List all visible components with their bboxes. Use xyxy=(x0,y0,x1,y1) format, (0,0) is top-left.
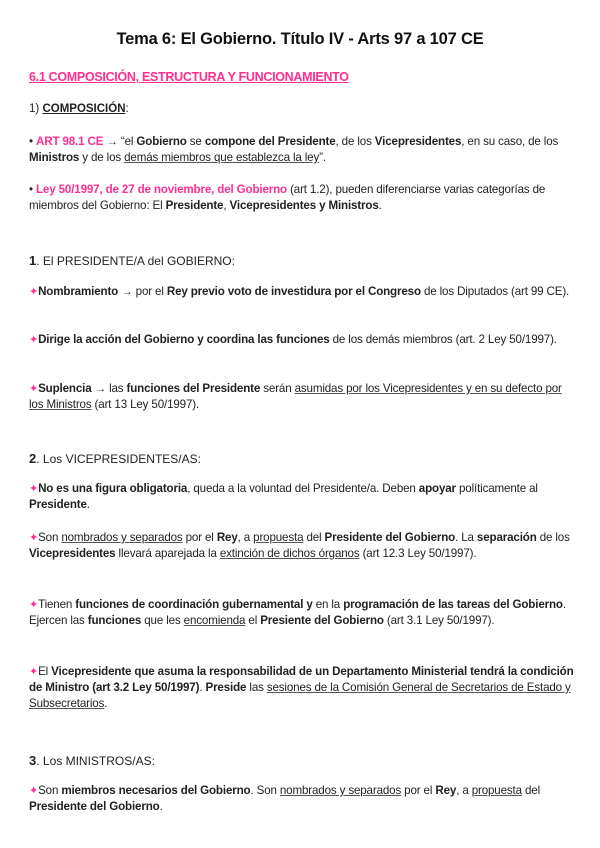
heading-ministros: 3. Los MINISTROS/AS: xyxy=(29,753,155,768)
page-title: Tema 6: El Gobierno. Título IV - Arts 97 a 107 CE xyxy=(116,30,484,48)
paragraph-suplencia: ✦Suplencia → las funciones del Presidente serán asumidas por los Vicepresidentes y en su defecto por los Ministros (art 13 Ley 50/1997). xyxy=(29,382,562,411)
star-icon: ✦ xyxy=(29,483,39,495)
paragraph-funciones: ✦Tienen funciones de coordinación gubernamental y en la programación de las tareas del Gobierno. Ejercen las funciones que les encomienda el Presiente del Gobierno (art 3.1 Ley 50/1997). xyxy=(29,598,566,627)
star-icon: ✦ xyxy=(29,334,39,346)
paragraph-ministros: ✦Son miembros necesarios del Gobierno. Son nombrados y separados por el Rey, a propuesta del Presidente del Gobierno. xyxy=(29,784,541,813)
paragraph-ley-50: • Ley 50/1997, de 27 de noviembre, del Gobierno (art 1.2), pueden diferenciarse varias categorías de miembros del Gobierno: El Presidente, Vicepresidentes y Ministros. xyxy=(29,183,546,212)
paragraph-dirige: ✦Dirige la acción del Gobierno y coordina las funciones de los demás miembros (art. 2 Ley 50/1997). xyxy=(29,333,557,346)
paragraph-nombramiento: ✦Nombramiento → por el Rey previo voto de investidura por el Congreso de los Diputados (art 99 CE). xyxy=(29,285,570,298)
paragraph-vicepresidente-ministro: ✦El Vicepresidente que asuma la responsabilidad de un Departamento Ministerial tendrá la condición de Ministro (art 3.2 Ley 50/1997). Preside las sesiones de la Comisión General de Secretarios de Estado y Subsecretarios. xyxy=(29,665,574,710)
star-icon: ✦ xyxy=(29,785,39,797)
star-icon: ✦ xyxy=(29,599,39,611)
star-icon: ✦ xyxy=(29,286,39,298)
star-icon: ✦ xyxy=(29,532,39,544)
heading-presidente: 1. El PRESIDENTE/A del GOBIERNO: xyxy=(29,253,235,268)
heading-vicepresidentes: 2. Los VICEPRESIDENTES/AS: xyxy=(29,451,201,466)
star-icon: ✦ xyxy=(29,383,39,395)
paragraph-nombrados: ✦Son nombrados y separados por el Rey, a propuesta del Presidente del Gobierno. La separación de los Vicepresidentes llevará aparejada la extinción de dichos órganos (art 12.3 Ley 50/1997). xyxy=(29,531,570,560)
subsection-heading: 1) COMPOSICIÓN: xyxy=(29,103,129,115)
paragraph-art-98: • ART 98.1 CE → “el Gobierno se compone del Presidente, de los Vicepresidentes, en su caso, de los Ministros y de los demás miembros que establezca la ley”. xyxy=(29,135,559,164)
paragraph-no-obligatoria: ✦No es una figura obligatoria, queda a la voluntad del Presidente/a. Deben apoyar políticamente al Presidente. xyxy=(29,482,538,511)
star-icon: ✦ xyxy=(29,666,39,678)
section-heading: 6.1 COMPOSICIÓN, ESTRUCTURA Y FUNCIONAMIENTO xyxy=(29,70,349,84)
